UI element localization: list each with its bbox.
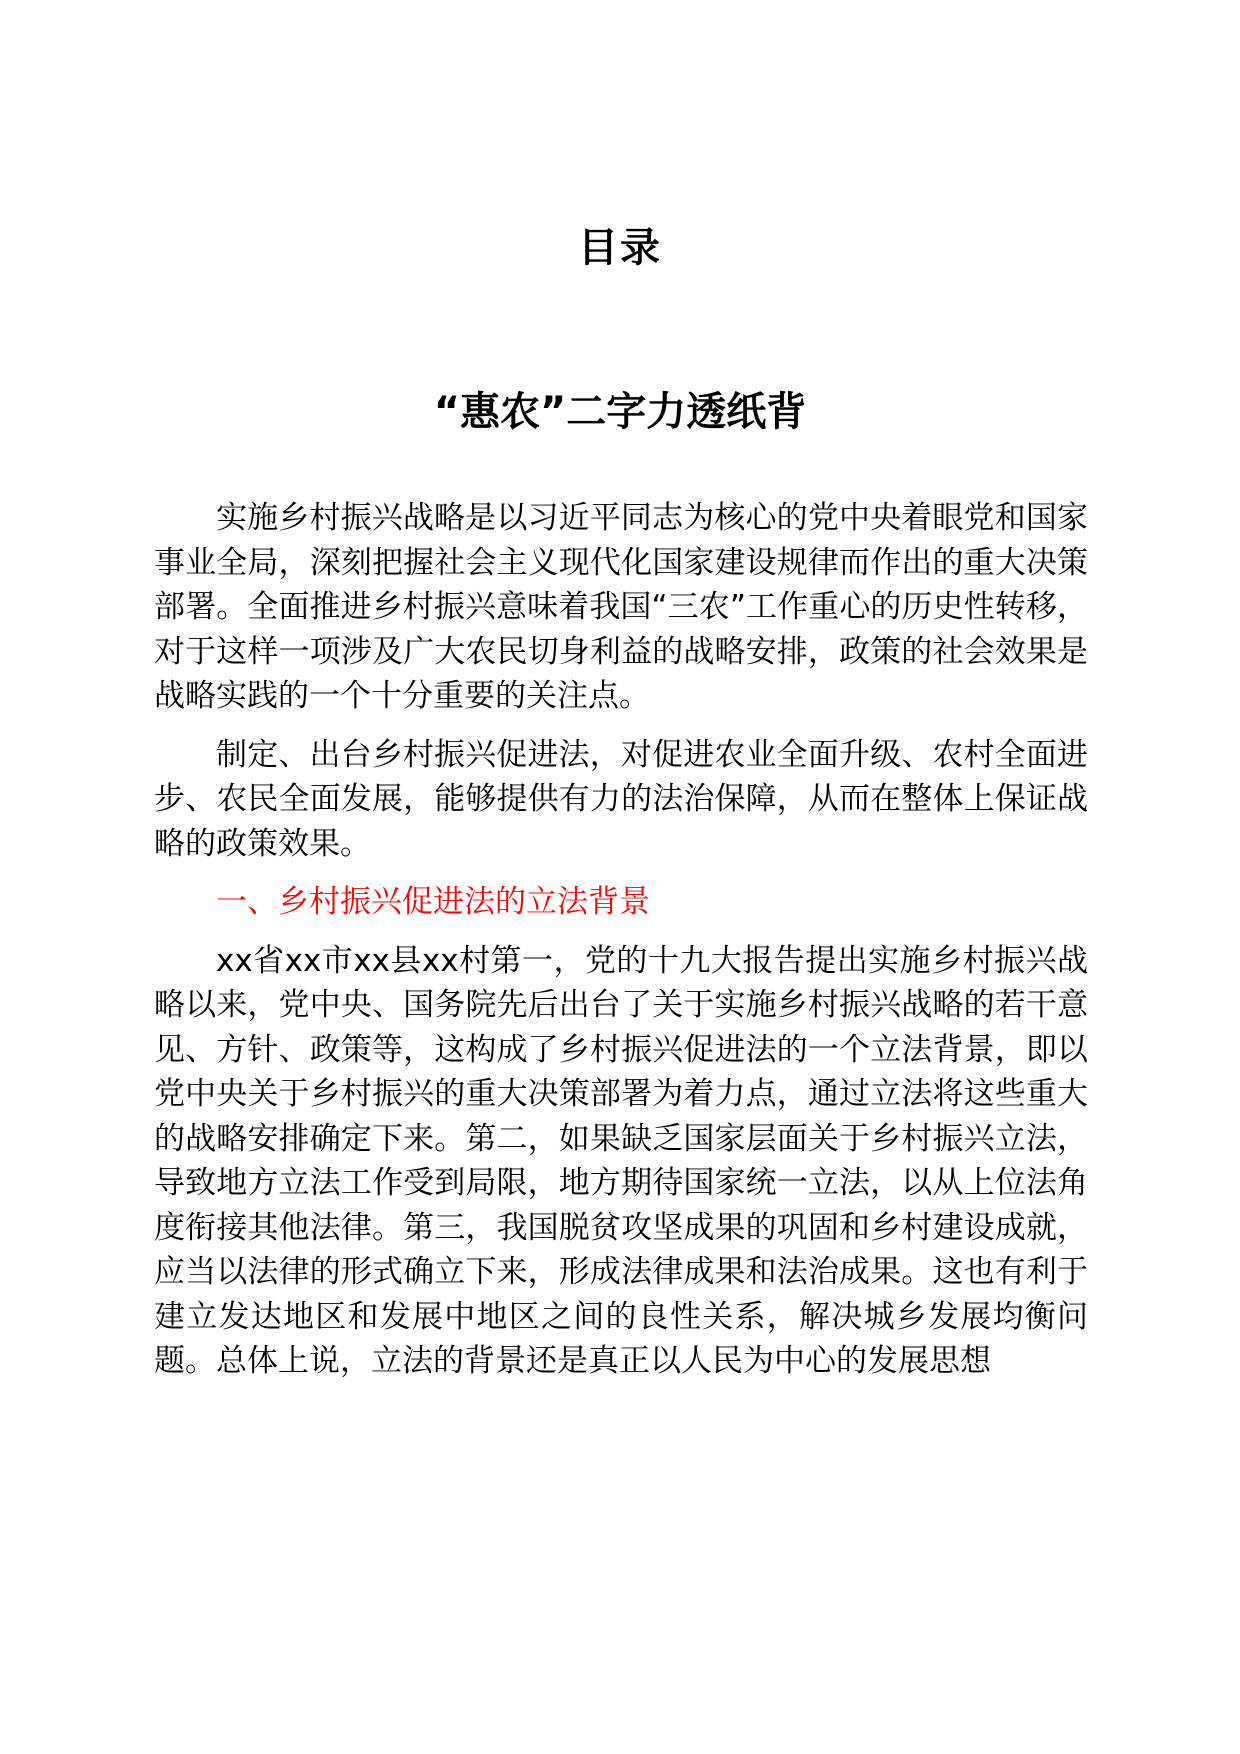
document-body — [154, 496, 1088, 1398]
section-heading: 一、乡村振兴促进法的立法背景 — [216, 884, 650, 920]
paragraph-purpose: 制定、出台乡村振兴促进法，对促进农业全面升级、农村全面进步、农民全面发展，能够提供有力的法治保障，从而在整体上保证战略的政策效果。 — [154, 736, 1088, 862]
toc-title: 目录 — [578, 225, 662, 271]
paragraph-intro: 实施乡村振兴战略是以习近平同志为核心的党中央着眼党和国家事业全局，深刻把握社会主义现代化国家建设规律而作出的重大决策部署。全面推进乡村振兴意味着我国“三农”工作重心的历史性转移，对于这样一项涉及广大农民切身利益的战略安排，政策的社会效果是战略实践的一个十分重要的关注点。 — [154, 500, 1088, 714]
section-paragraph: xx省xx市xx县xx村第一，党的十九大报告提出实施乡村振兴战略以来，党中央、国务院先后出台了关于实施乡村振兴战略的若干意见、方针、政策等，这构成了乡村振兴促进法的一个立法背景，即以党中央关于乡村振兴的重大决策部署为着力点，通过立法将这些重大的战略安排确定下来。第二，如果缺乏国家层面关于乡村振兴立法，导致地方立法工作受到局限，地方期待国家统一立法，以从上位法角度衔接其他法律。第三，我国脱贫攻坚成果的巩固和乡村建设成就，应当以法律的形式确立下来，形成法律成果和法治成果。这也有利于建立发达地区和发展中地区之间的良性关系，解决城乡发展均衡问题。总体上说，立法的背景还是真正以人民为中心的发展思想 — [154, 942, 1088, 1379]
document-title: “惠农”二字力透纸背 — [433, 389, 807, 435]
